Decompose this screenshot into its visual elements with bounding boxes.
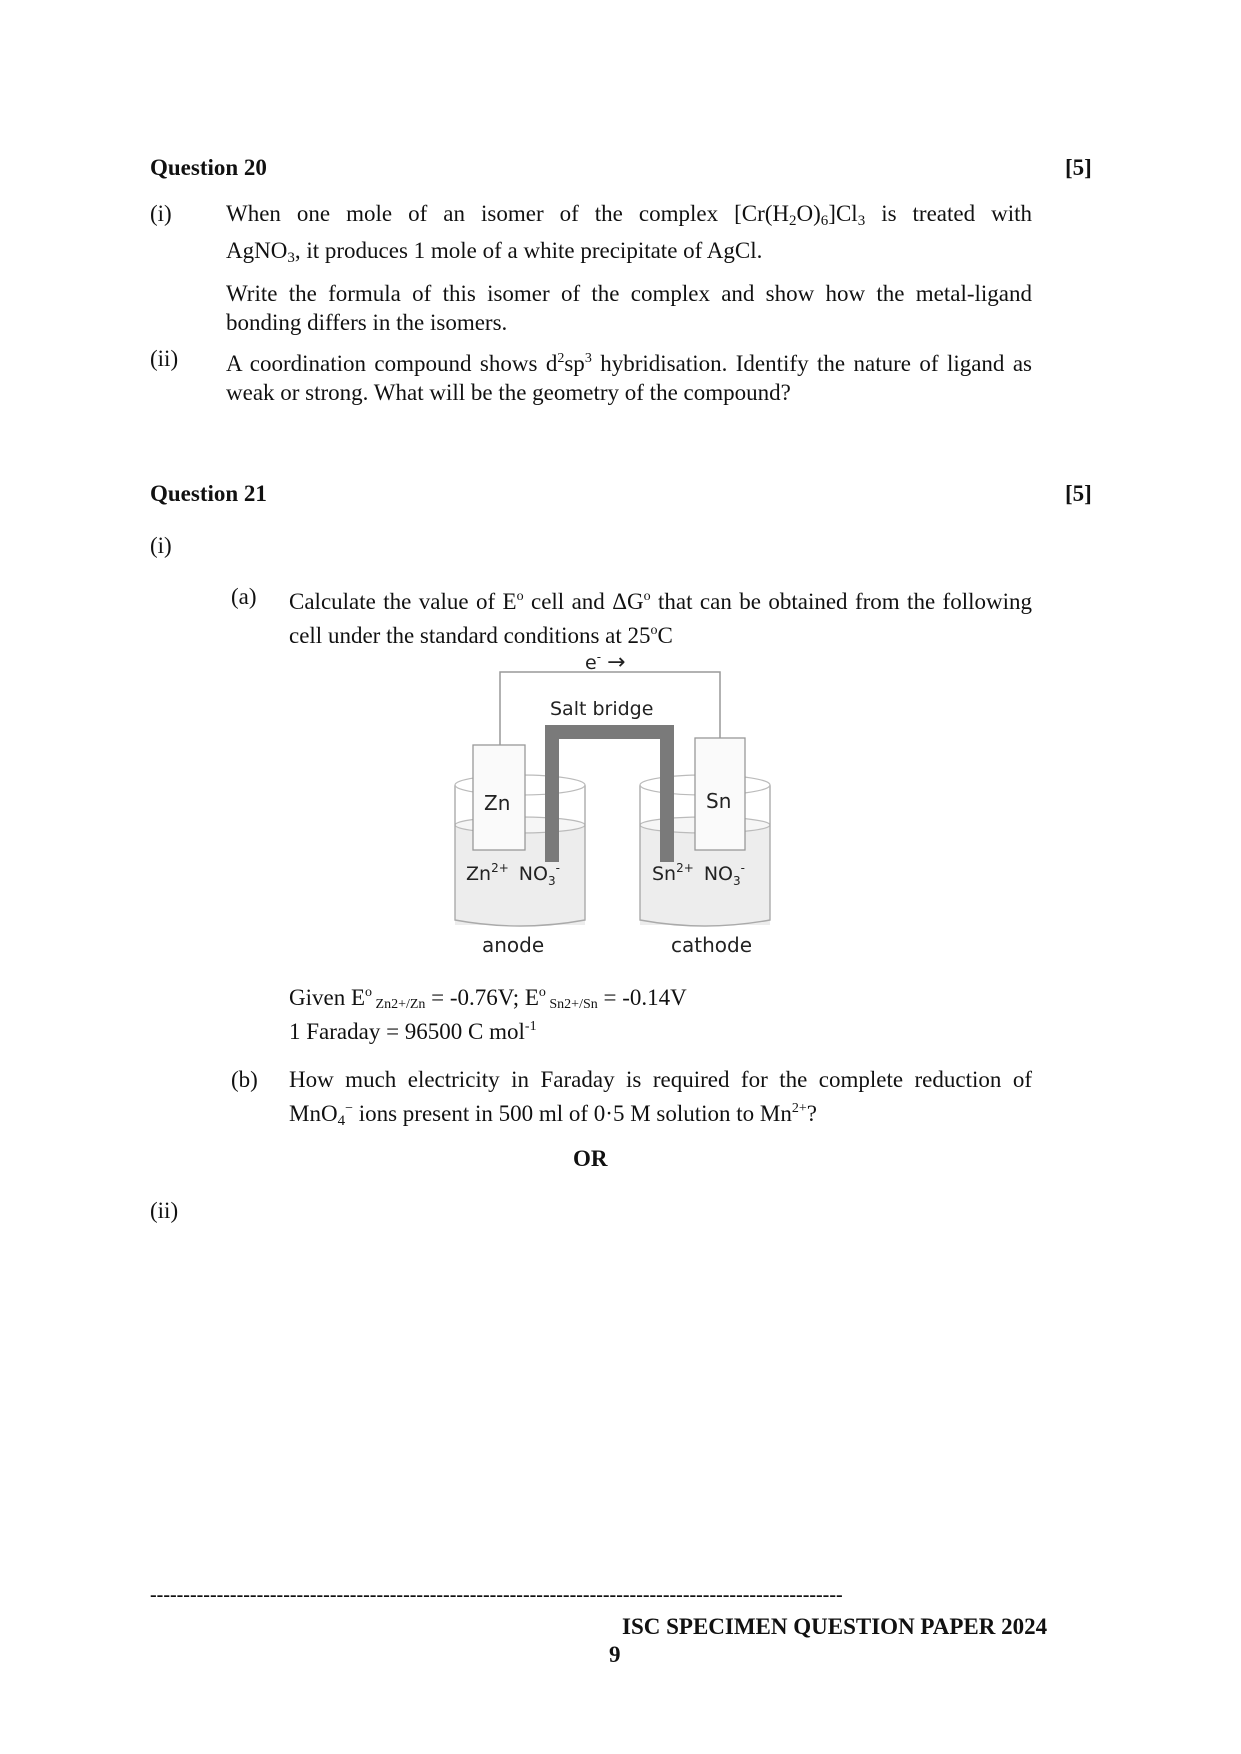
question-21-heading: Question 21 [150, 481, 267, 506]
footer-divider: -------------------------------------------------------------------------------------------------------- [150, 1584, 843, 1606]
left-solution-label: $Zn^{2+}$ $NO_3^-$ [466, 861, 560, 888]
anode-label: anode [482, 933, 545, 957]
electrochemical-cell-diagram [440, 640, 780, 970]
q21-part-ii-number: (ii) [150, 1198, 179, 1223]
cathode-label: cathode [671, 933, 753, 957]
tin-electrode-label: Sn [706, 789, 732, 813]
question-21-marks: [5] [1065, 481, 1092, 506]
electron-label: e- → [585, 650, 626, 675]
q20-part-i-line2: AgNO$_3$, it produces 1 mole of a white precipitate of AgCl. [226, 238, 763, 266]
q21-part-a-number: (a) [231, 584, 257, 609]
question-20-heading: Question 20 [150, 155, 267, 180]
q21-part-b-text: How much electricity in Faraday is required for the complete reduction of MnO$_4$− ions present in 500 ml of 0·5 M solution to $Mn^{2+}$? [289, 1067, 1032, 1129]
given-potentials: Given $E^o$ Zn2+/Zn = -0.76V; $E^o$ Sn2+/Sn = -0.14V [289, 985, 687, 1012]
q20-part-ii-number: (ii) [150, 346, 179, 371]
q20-part-i-line1: When one mole of an isomer of the complex $[Cr(H_2O)_6]Cl_3$ is treated with [226, 201, 1032, 229]
right-solution-label: $Sn^{2+}$ $NO_3^-$ [652, 861, 745, 888]
or-separator: OR [573, 1146, 608, 1171]
q20-part-i-paragraph2: Write the formula of this isomer of the complex and show how the metal-ligand bonding differs in the isomers. [226, 281, 1032, 335]
footer-title: ISC SPECIMEN QUESTION PAPER 2024 [622, 1614, 1048, 1639]
faraday-constant: 1 Faraday = 96500 C mol$^{-1}$ [289, 1019, 537, 1044]
q20-part-ii-text: A coordination compound shows $d^2sp^3$ hybridisation. Identify the nature of ligand as weak or strong. What will be the geometry of the compound? [226, 351, 1033, 405]
q21-part-a-text: Calculate the value of $E^o$ cell and $\Delta G^o$ that can be obtained from the following cell under the standard conditions at 25$^o$C [289, 589, 1032, 648]
question-20-marks: [5] [1065, 155, 1092, 180]
q21-part-b-number: (b) [231, 1067, 258, 1092]
zinc-electrode-label: Zn [484, 791, 511, 815]
salt-bridge-label: Salt bridge [550, 698, 654, 720]
q20-part-i-text [226, 199, 1032, 337]
q20-part-i-number: (i) [150, 201, 172, 226]
page-number: 9 [609, 1642, 621, 1667]
q21-part-i-number: (i) [150, 533, 172, 558]
